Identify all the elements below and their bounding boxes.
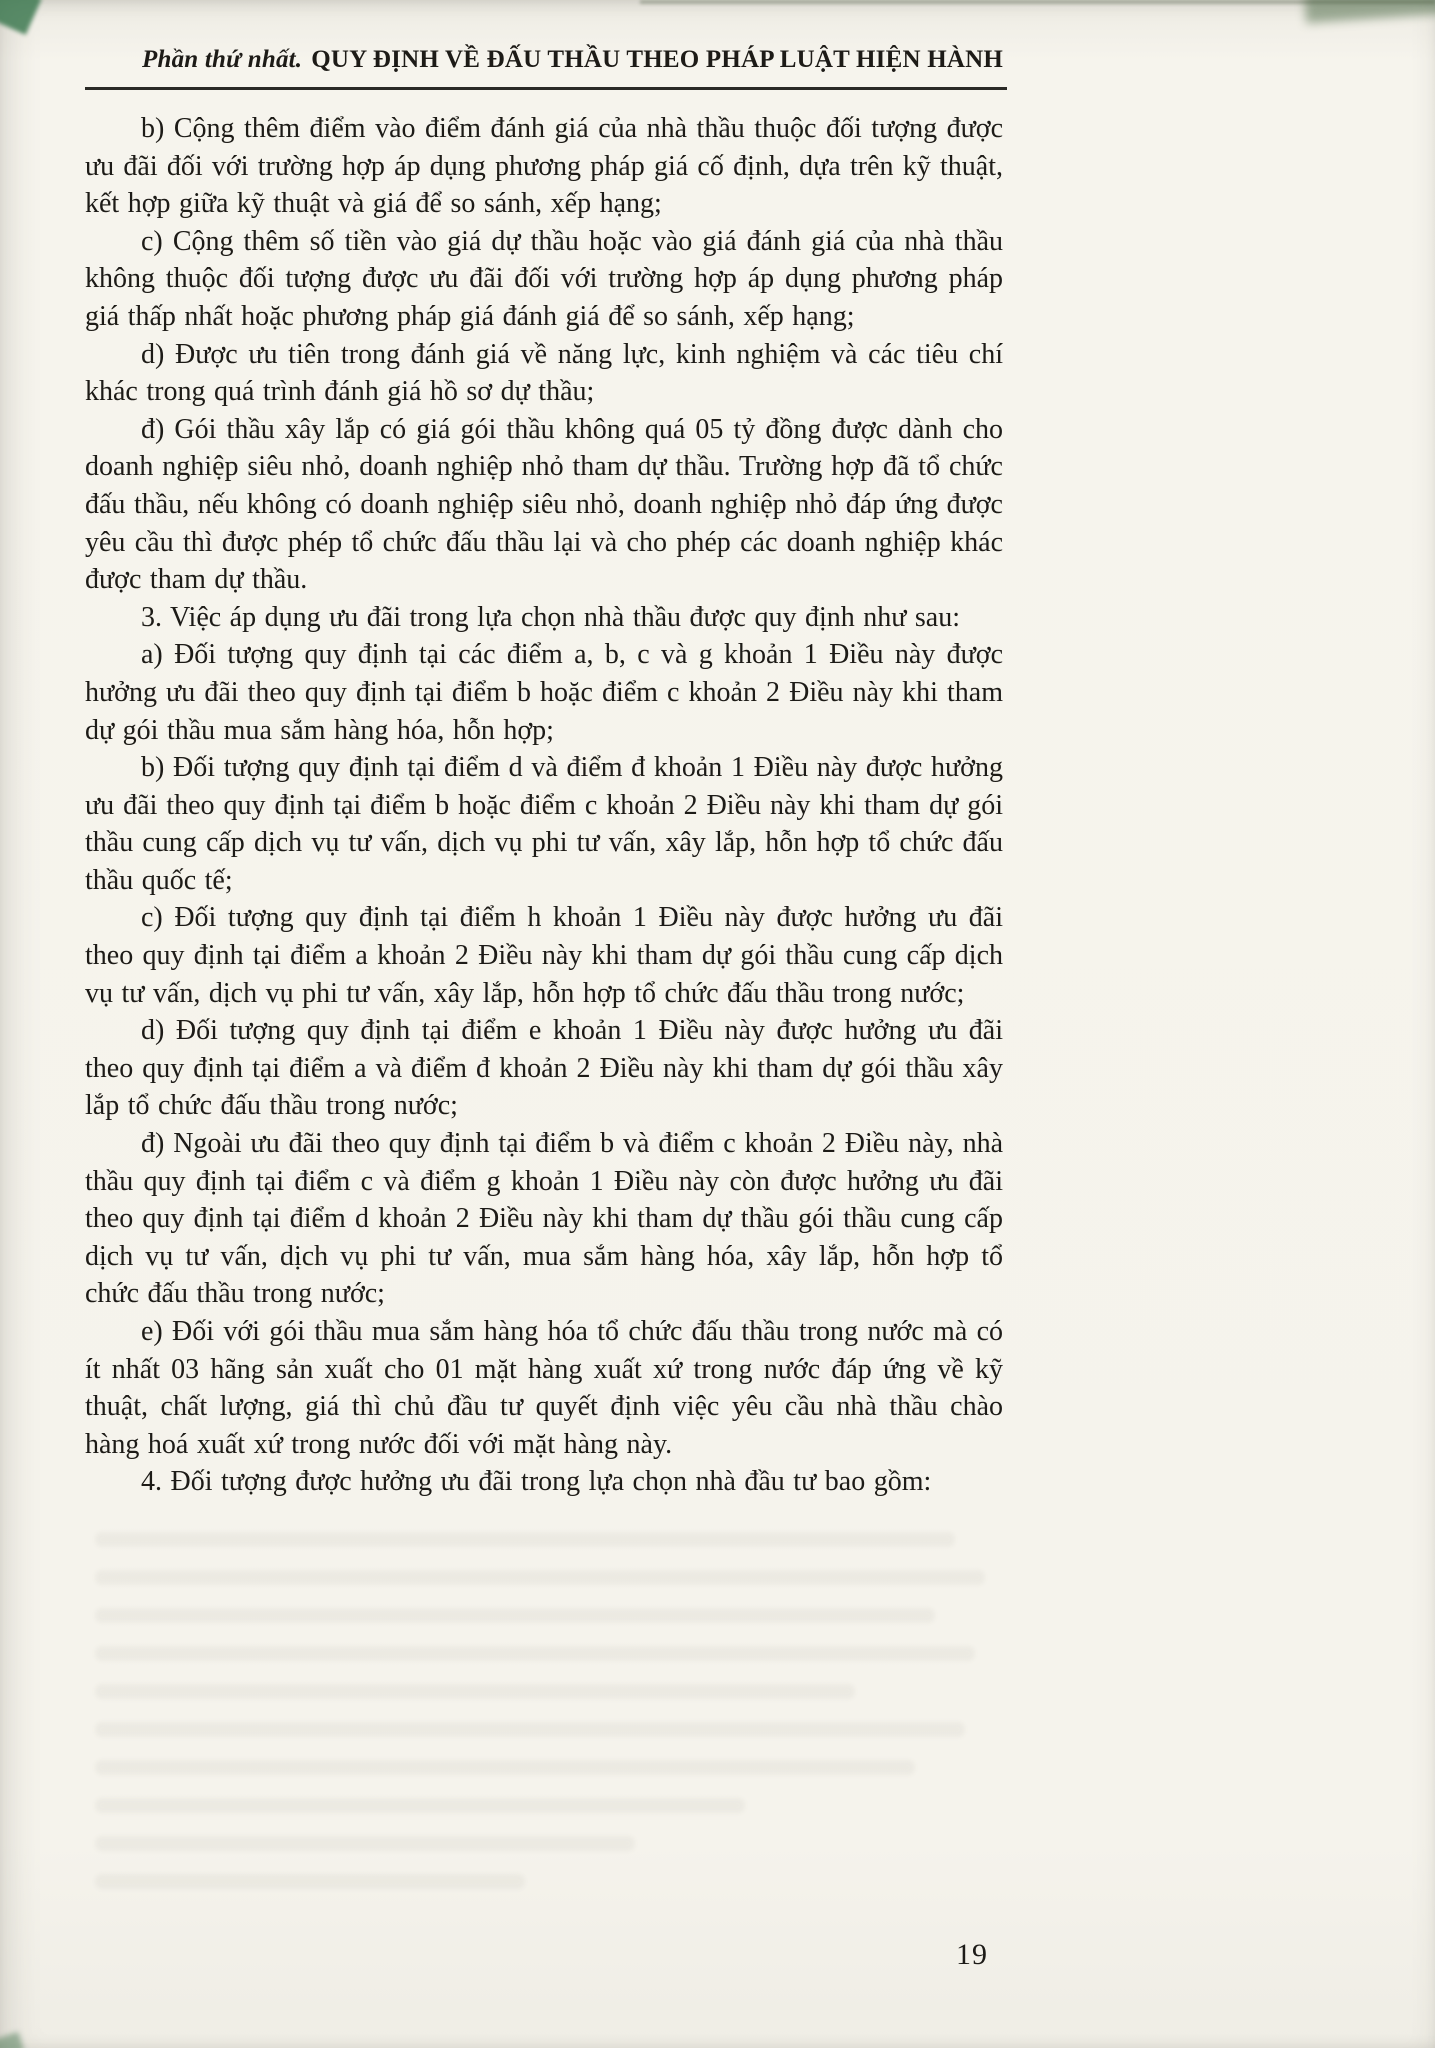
bleedthrough-artifact xyxy=(95,1874,525,1889)
paragraph-clause-3: 3. Việc áp dụng ưu đãi trong lựa chọn nhà thầu được quy định như sau: xyxy=(141,601,960,633)
paragraph-a2: a) Đối tượng quy định tại các điểm a, b, c và g khoản 1 Điều này được hưởng ưu đãi theo quy định tại điểm b hoặc điểm c khoản 2 Điều này khi tham dự gói thầu mua sắm hàng hóa, hỗn hợp; xyxy=(85,639,1003,746)
paragraph-c2: c) Đối tượng quy định tại điểm h khoản 1 Điều này được hưởng ưu đãi theo quy định tại điểm a khoản 2 Điều này khi tham dự gói thầu cung cấp dịch vụ tư vấn, dịch vụ phi tư vấn, xây lắp, hỗn hợp tổ chức đấu thầu trong nước; xyxy=(85,902,1003,1009)
bleedthrough-artifact xyxy=(95,1836,635,1851)
paragraph-d2: d) Đối tượng quy định tại điểm e khoản 1 Điều này được hưởng ưu đãi theo quy định tại điểm a và điểm đ khoản 2 Điều này khi tham dự gói thầu xây lắp tổ chức đấu thầu trong nước; xyxy=(85,1015,1003,1122)
scan-artifact-top-left xyxy=(0,0,42,35)
paragraph-c1: c) Cộng thêm số tiền vào giá dự thầu hoặc vào giá đánh giá của nhà thầu không thuộc đối tượng được ưu đãi đối với trường hợp áp dụng phương pháp giá thấp nhất hoặc phương pháp giá đánh giá để so sánh, xếp hạng; xyxy=(85,225,1003,332)
bleedthrough-artifact xyxy=(95,1532,955,1547)
bleedthrough-artifact xyxy=(95,1722,965,1737)
paragraph-dd2: đ) Ngoài ưu đãi theo quy định tại điểm b và điểm c khoản 2 Điều này, nhà thầu quy định tại điểm c và điểm g khoản 1 Điều này còn được hưởng ưu đãi theo quy định tại điểm d khoản 2 Điều này khi tham dự thầu gói thầu cung cấp dịch vụ tư vấn, dịch vụ phi tư vấn, mua sắm hàng hóa, xây lắp, hỗn hợp tổ chức đấu thầu trong nước; xyxy=(85,1128,1003,1310)
scan-artifact-top-edge xyxy=(640,0,1435,4)
bleedthrough-artifact xyxy=(95,1798,745,1813)
bleedthrough-artifact xyxy=(95,1608,935,1623)
page-number: 19 xyxy=(956,1938,988,1971)
section-title: QUY ĐỊNH VỀ ĐẤU THẦU THEO PHÁP LUẬT HIỆN HÀNH xyxy=(311,46,1003,73)
paragraph-e2: e) Đối với gói thầu mua sắm hàng hóa tổ chức đấu thầu trong nước mà có ít nhất 03 hãng sản xuất cho 01 mặt hàng xuất xứ trong nước đáp ứng về kỹ thuật, chất lượng, giá thì chủ đầu tư quyết định việc yêu cầu nhà thầu chào hàng hoá xuất xứ trong nước đối với mặt hàng này. xyxy=(85,1316,1003,1460)
body-text xyxy=(85,110,1003,1501)
scan-artifact-bottom-left xyxy=(0,2032,24,2048)
bleedthrough-artifact xyxy=(95,1760,915,1775)
paragraph-dd1: đ) Gói thầu xây lắp có giá gói thầu không quá 05 tỷ đồng được dành cho doanh nghiệp siêu nhỏ, doanh nghiệp nhỏ tham dự thầu. Trường hợp đã tổ chức đấu thầu, nếu không có doanh nghiệp siêu nhỏ, doanh nghiệp nhỏ đáp ứng được yêu cầu thì được phép tổ chức đấu thầu lại và cho phép các doanh nghiệp khác được tham dự thầu. xyxy=(85,413,1003,596)
section-label: Phần thứ nhất. xyxy=(142,46,303,73)
bleedthrough-artifact xyxy=(95,1684,855,1699)
paragraph-b2: b) Đối tượng quy định tại điểm d và điểm đ khoản 1 Điều này được hưởng ưu đãi theo quy định tại điểm b hoặc điểm c khoản 2 Điều này khi tham dự gói thầu cung cấp dịch vụ tư vấn, dịch vụ phi tư vấn, xây lắp, hỗn hợp tổ chức đấu thầu quốc tế; xyxy=(85,752,1003,896)
paragraph-d1: d) Được ưu tiên trong đánh giá về năng lực, kinh nghiệm và các tiêu chí khác trong quá trình đánh giá hồ sơ dự thầu; xyxy=(85,338,1003,408)
paragraph-clause-4: 4. Đối tượng được hưởng ưu đãi trong lựa chọn nhà đầu tư bao gồm: xyxy=(141,1466,932,1498)
bleedthrough-artifact xyxy=(95,1646,975,1661)
bleedthrough-artifact xyxy=(95,1570,985,1585)
running-header xyxy=(85,46,1007,90)
paragraph-b1: b) Cộng thêm điểm vào điểm đánh giá của nhà thầu thuộc đối tượng được ưu đãi đối với trường hợp áp dụng phương pháp giá cố định, dựa trên kỹ thuật, kết hợp giữa kỹ thuật và giá để so sánh, xếp hạng; xyxy=(85,113,1003,220)
